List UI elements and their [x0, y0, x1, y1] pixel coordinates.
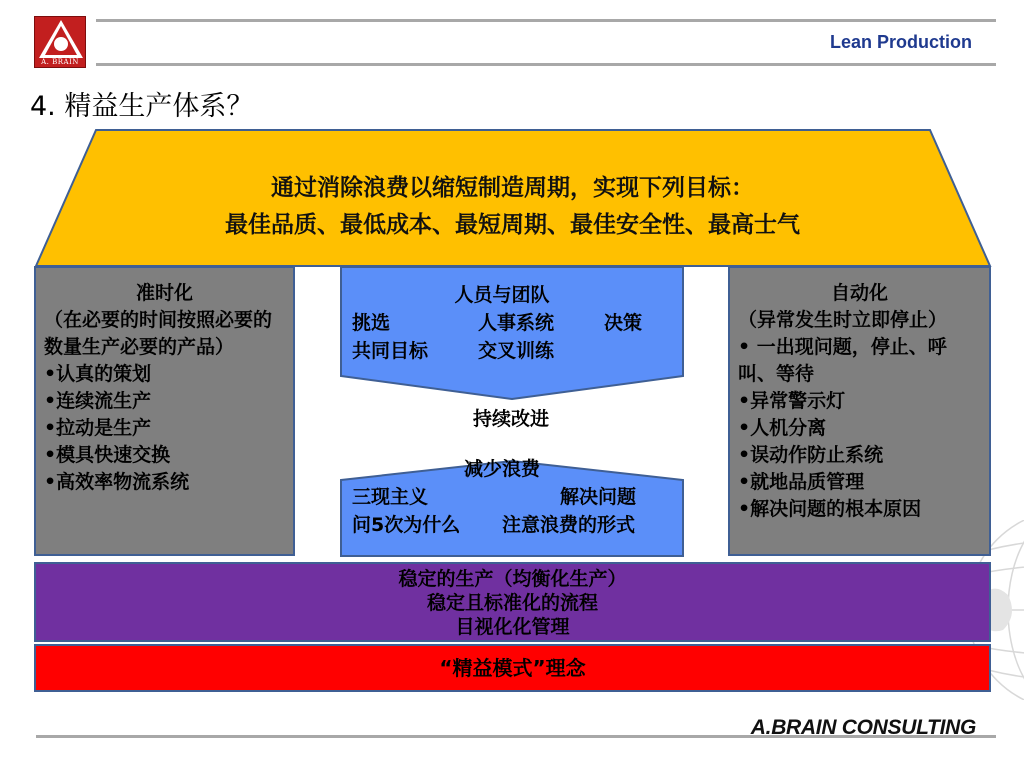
- jit-subtitle: （在必要的时间按照必要的数量生产必要的产品）: [44, 309, 273, 358]
- people-team-title: 人员与团队: [454, 284, 550, 306]
- lean-philosophy-base: “精益模式”理念: [34, 644, 991, 692]
- foundation-line-3: 目视化化管理: [455, 616, 570, 638]
- jidoka-title: 自动化: [830, 282, 888, 304]
- people-team-text: [352, 281, 652, 365]
- roof-goals: [140, 170, 885, 244]
- jidoka-item: •误动作防止系统: [738, 444, 884, 466]
- people-item: 决策: [604, 312, 643, 334]
- jit-pillar: [34, 266, 295, 556]
- jidoka-pillar: [728, 266, 991, 556]
- waste-item: 三现主义: [352, 486, 429, 508]
- footer-brand: A.BRAIN CONSULTING: [750, 716, 976, 739]
- roof-line-2: 最佳品质、最低成本、最短周期、最佳安全性、最高士气: [225, 212, 800, 238]
- jidoka-item: •人机分离: [738, 417, 827, 439]
- people-item: 人事系统: [478, 312, 555, 334]
- jidoka-item: • 一出现问题，停止、呼叫、等待: [738, 336, 947, 385]
- people-item: 交叉训练: [478, 340, 555, 362]
- header-top-rule: [96, 19, 996, 22]
- stability-foundation: [34, 562, 991, 642]
- roof-line-1: 通过消除浪费以缩短制造周期，实现下列目标：: [271, 175, 754, 201]
- jit-item: •连续流生产: [44, 390, 152, 412]
- waste-item: 注意浪费的形式: [502, 514, 636, 536]
- jidoka-item: •解决问题的根本原因: [738, 498, 922, 520]
- company-logo: [34, 16, 86, 68]
- jit-item: •认真的策划: [44, 363, 152, 385]
- waste-item: 解决问题: [560, 486, 637, 508]
- waste-item: 问5次为什么: [352, 514, 461, 536]
- jit-item: •模具快速交换: [44, 444, 171, 466]
- continuous-improvement-label: 持续改进: [472, 408, 549, 430]
- foundation-line-2: 稳定且标准化的流程: [426, 592, 598, 614]
- logo-text: A. BRAIN: [41, 58, 79, 66]
- people-item: 挑选: [352, 312, 391, 334]
- jidoka-subtitle: （异常发生时立即停止）: [738, 309, 948, 331]
- jit-item: •高效率物流系统: [44, 471, 190, 493]
- jit-item: •拉动是生产: [44, 417, 152, 439]
- reduce-waste-title: 减少浪费: [463, 458, 540, 480]
- header-bottom-rule: [96, 63, 996, 66]
- jidoka-item: •异常警示灯: [738, 390, 846, 412]
- header-label: Lean Production: [829, 32, 972, 52]
- jidoka-item: •就地品质管理: [738, 471, 865, 493]
- foundation-line-1: 稳定的生产（均衡化生产）: [398, 568, 627, 590]
- logo-triangle-icon: [35, 17, 87, 61]
- slide-title: 4. 精益生产体系？: [30, 91, 254, 122]
- reduce-waste-text: [352, 455, 672, 539]
- people-item: 共同目标: [352, 340, 429, 362]
- jit-title: 准时化: [135, 282, 193, 304]
